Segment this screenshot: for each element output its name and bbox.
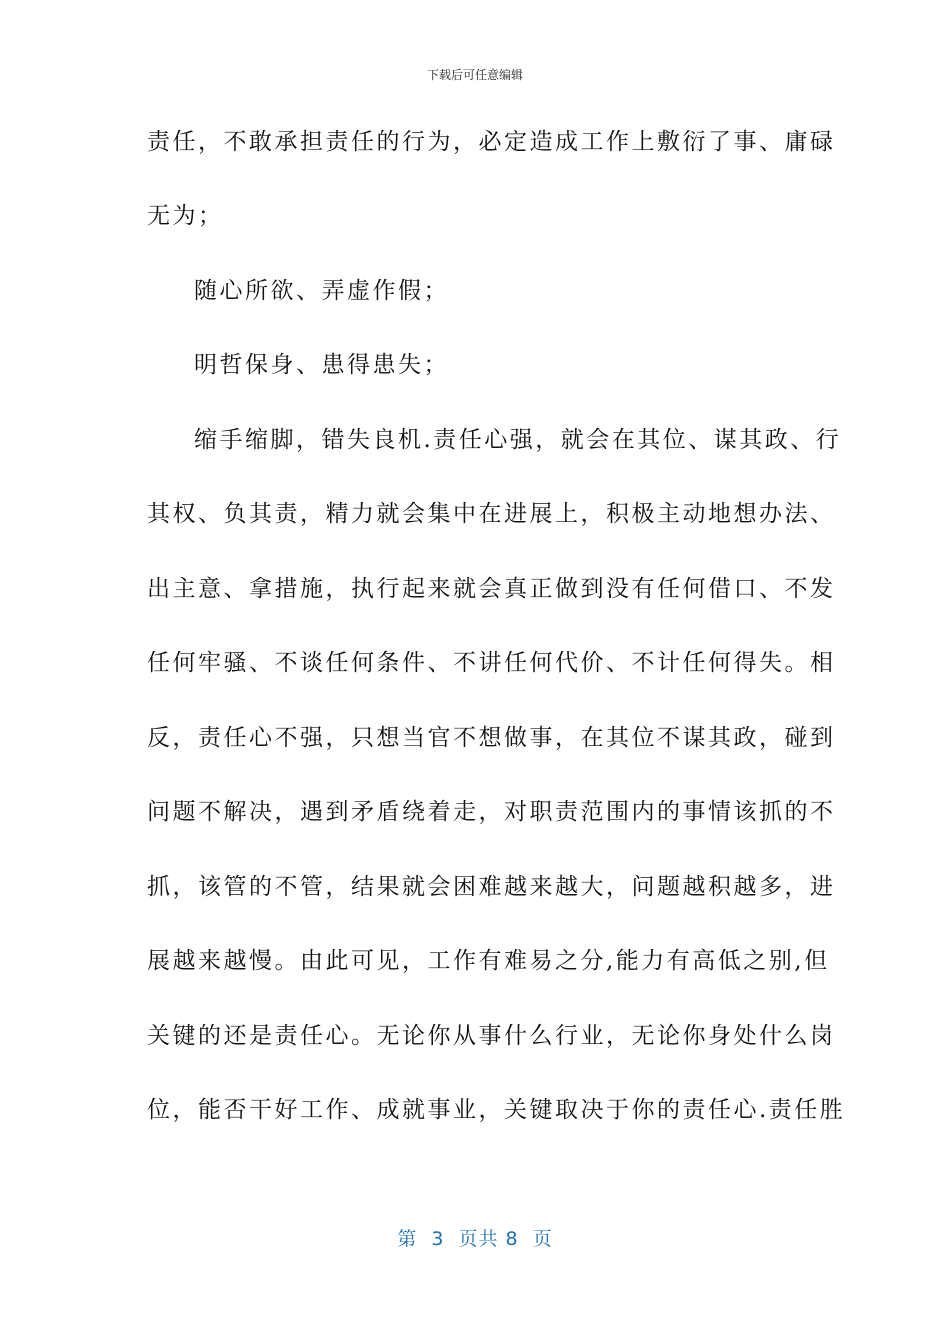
text-line-14: 位，能否干好工作、成就事业，关键取决于你的责任心.责任胜 [147,1097,846,1123]
text-line-1: 责任，不敢承担责任的行为，必定造成工作上敷衍了事、庸碌 [147,129,836,155]
text-line-3: 随心所欲、弄虚作假； [194,278,449,304]
text-line-9: 反，责任心不强，只想当官不想做事，在其位不谋其政，碰到 [147,725,836,751]
text-line-12: 展越来越慢。由此可见，工作有难易之分,能力有高低之别,但 [147,948,830,974]
text-line-4: 明哲保身、患得患失； [194,352,449,378]
text-line-8: 任何牢骚、不谈任何条件、不讲任何代价、不计任何得失。相 [147,650,836,676]
text-line-13: 关键的还是责任心。无论你从事什么行业，无论你身处什么岗 [147,1023,836,1049]
text-line-11: 抓，该管的不管，结果就会困难越来越大，问题越积越多，进 [147,874,836,900]
text-line-2: 无为； [147,203,224,229]
text-line-5: 缩手缩脚，错失良机.责任心强，就会在其位、谋其政、行 [194,427,842,453]
page-header-note: 下载后可任意编辑 [426,68,523,82]
page-number-footer: 第 3 页共 8 页 [397,1228,553,1250]
text-line-7: 出主意、拿措施，执行起来就会真正做到没有任何借口、不发 [147,576,836,602]
text-line-10: 问题不解决，遇到矛盾绕着走，对职责范围内的事情该抓的不 [147,799,836,825]
text-line-6: 其权、负其责，精力就会集中在进展上，积极主动地想办法、 [147,501,836,527]
